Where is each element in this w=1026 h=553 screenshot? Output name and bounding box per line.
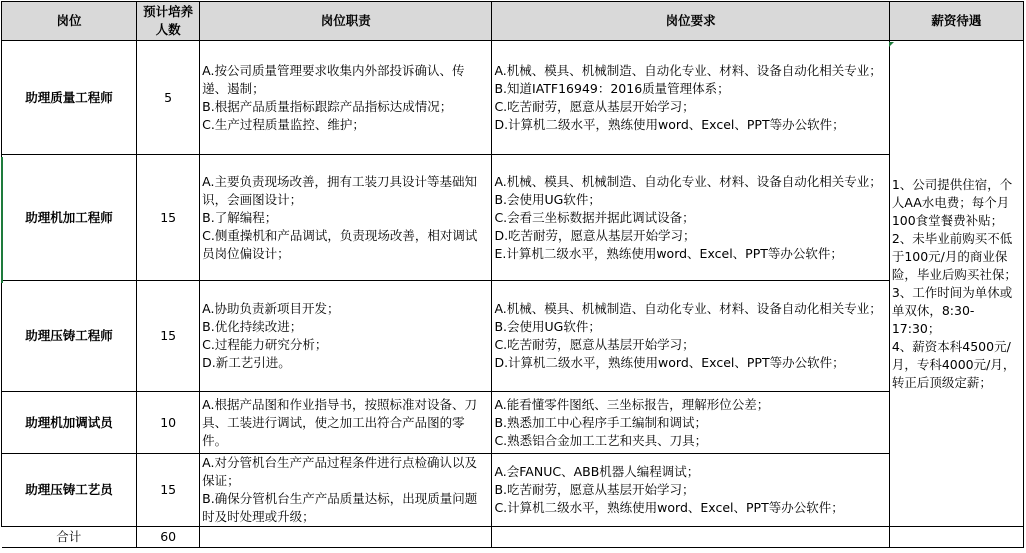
requirement-line: D.吃苦耐劳，愿意从基层开始学习； [494, 227, 696, 243]
table-row [2, 155, 1024, 281]
empty-cell[interactable] [889, 527, 1023, 548]
requirement-line: A.能看懂零件图纸、三坐标报告，理解形位公差； [494, 396, 770, 412]
requirement-line: A.机械、模具、机械制造、自动化专业、材料、设备自动化相关专业； [494, 173, 882, 189]
header-salary[interactable]: 薪资待遇 [889, 2, 1023, 41]
header-row [2, 2, 1024, 41]
requirement-line: B.吃苦耐劳，愿意从基层开始学习； [494, 482, 695, 497]
header-duties[interactable]: 岗位职责 [200, 2, 492, 41]
table-row [2, 454, 1024, 527]
duties-cell[interactable] [200, 281, 492, 392]
requirement-line: B.知道IATF16949：2016质量管理体系； [494, 80, 730, 96]
total-row [2, 527, 1024, 548]
requirement-line: D.计算机二级水平，熟练使用word、Excel、PPT等办公软件； [494, 355, 845, 370]
requirement-line: C.吃苦耐劳，愿意从基层开始学习； [494, 337, 695, 352]
total-label[interactable]: 合计 [2, 527, 137, 548]
salary-cell[interactable] [889, 41, 1023, 527]
duty-line: A.按公司质量管理要求收集内外部投诉确认、传递、遏制； [202, 62, 465, 96]
duties-cell[interactable] [200, 155, 492, 281]
salary-line: 2、未毕业前购买不低于100元/月的商业保险，毕业后购买社保； [891, 230, 1017, 282]
duty-line: A.对分管机台生产产品过程条件进行点检确认以及保证； [202, 455, 477, 488]
duty-line: B.确保分管机台生产产品质量达标，出现质量问题时及时处理或升级； [202, 491, 478, 524]
duty-line: A.协助负责新项目开发； [202, 301, 340, 316]
duty-line: B.了解编程； [202, 209, 278, 225]
position-cell[interactable]: 助理压铸工程师 [2, 281, 137, 392]
table-row [2, 281, 1024, 392]
requirement-line: C.计算机二级水平，熟练使用word、Excel、PPT等办公软件； [494, 500, 844, 515]
duty-line: C.过程能力研究分析； [202, 337, 328, 352]
duty-line: C.生产过程质量监控、维护； [202, 116, 365, 132]
header-requirements[interactable]: 岗位要求 [492, 2, 889, 41]
duty-line: A.主要负责现场改善，拥有工装刀具设计等基础知识，会画图设计； [202, 173, 477, 207]
requirement-line: C.熟悉铝合金加工工艺和夹具、刀具； [494, 432, 708, 448]
duty-line: C.侧重操机和产品调试，负责现场改善，相对调试员岗位偏设计； [202, 227, 478, 261]
position-cell[interactable]: 助理机加工程师 [2, 155, 137, 281]
empty-cell[interactable] [200, 527, 492, 548]
position-cell[interactable]: 助理质量工程师 [2, 41, 137, 155]
duties-cell[interactable] [200, 41, 492, 155]
duty-line: B.根据产品质量指标跟踪产品指标达成情况； [202, 98, 453, 114]
header-count[interactable]: 预计培养人数 [137, 2, 200, 41]
position-cell[interactable]: 助理压铸工艺员 [2, 454, 137, 527]
total-value[interactable]: 60 [137, 527, 200, 548]
table-row [2, 41, 1024, 155]
salary-line: 4、薪资本科4500元/月，专科4000元/月，转正后顶级定薪； [891, 338, 1016, 390]
recruitment-table [1, 1, 1024, 548]
requirement-line: D.计算机二级水平，熟练使用word、Excel、PPT等办公软件； [494, 116, 845, 132]
header-position[interactable]: 岗位 [2, 2, 137, 41]
requirement-line: B.会使用UG软件； [494, 191, 601, 207]
requirement-line: A.机械、模具、机械制造、自动化专业、材料、设备自动化相关专业； [494, 62, 882, 78]
requirement-line: C.会看三坐标数据并据此调试设备； [494, 209, 695, 225]
count-cell[interactable]: 15 [137, 155, 200, 281]
count-cell[interactable]: 15 [137, 281, 200, 392]
requirement-line: C.吃苦耐劳，愿意从基层开始学习； [494, 98, 695, 114]
requirement-line: A.会FANUC、ABB机器人编程调试； [494, 464, 700, 479]
table-row [2, 392, 1024, 454]
requirements-cell[interactable] [492, 155, 889, 281]
empty-cell[interactable] [492, 527, 889, 548]
requirements-cell[interactable] [492, 454, 889, 527]
selection-border [1, 157, 3, 283]
count-cell[interactable]: 5 [137, 41, 200, 155]
duties-cell[interactable] [200, 454, 492, 527]
requirement-line: A.机械、模具、机械制造、自动化专业、材料、设备自动化相关专业； [494, 301, 882, 316]
duty-line: D.新工艺引进。 [202, 355, 291, 370]
position-cell[interactable]: 助理机加调试员 [2, 392, 137, 454]
salary-line: 1、公司提供住宿，个人AA水电费；每个月100食堂餐费补贴； [891, 176, 1013, 228]
duty-line: A.根据产品图和作业指导书，按照标准对设备、刀具、工装进行调试，使之加工出符合产品图的零件。 [202, 396, 477, 448]
requirement-line: E.计算机二级水平，熟练使用word、Excel、PPT等办公软件； [494, 245, 843, 261]
requirements-cell[interactable] [492, 41, 889, 155]
salary-line: 3、工作时间为单休或单双休，8:30-17:30； [891, 284, 1013, 336]
duty-line: B.优化持续改进； [202, 319, 303, 334]
count-cell[interactable]: 10 [137, 392, 200, 454]
requirement-line: B.熟悉加工中心程序手工编制和调试； [494, 414, 708, 430]
requirement-line: B.会使用UG软件； [494, 319, 601, 334]
comment-marker-icon [889, 42, 894, 47]
requirements-cell[interactable] [492, 281, 889, 392]
requirements-cell[interactable] [492, 392, 889, 454]
duties-cell[interactable] [200, 392, 492, 454]
count-cell[interactable]: 15 [137, 454, 200, 527]
